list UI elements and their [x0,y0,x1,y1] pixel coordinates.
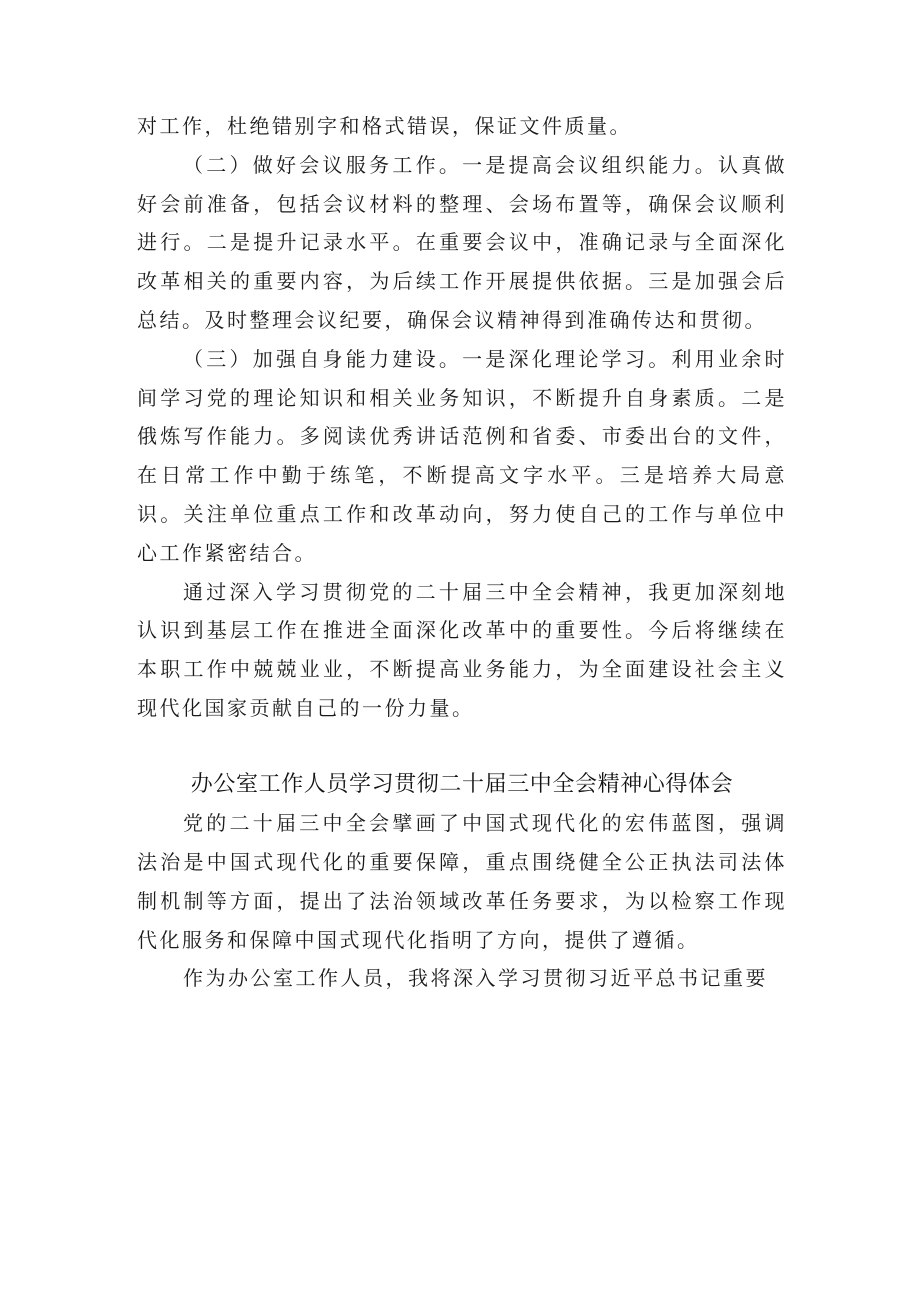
paragraph-office-staff: 作为办公室工作人员，我将深入学习贯彻习近平总书记重要 [183,966,768,991]
paragraph-continuation: 对工作，杜绝错别字和格式错误，保证文件质量。 [137,114,632,138]
paragraph-meeting-service: （二）做好会议服务工作。一是提高会议组织能力。认真做好会前准备，包括会议材料的整理、会场布置等，确保会议顺利进行。二是提升记录水平。在重要会议中，准确记录与全面深化改革相关的重要内容，为后续工作开展提供依据。三是加强会后总结。及时整理会议纪要，确保会议精神得到准确传达和贯彻。 [137,152,787,332]
paragraph-self-capacity: （三）加强自身能力建设。一是深化理论学习。利用业余时间学习党的理论知识和相关业务知识，不断提升自身素质。二是俄炼写作能力。多阅读优秀讲话范例和省委、市委出台的文件，在日常工作中勤于练笔，不断提高文字水平。三是培养大局意识。关注单位重点工作和改革动向，努力使自己的工作与单位中心工作紧密结合。 [137,346,787,565]
paragraph-conclusion: 通过深入学习贯彻党的二十届三中全会精神，我更加深刻地认识到基层工作在推进全面深化改革中的重要性。今后将继续在本职工作中兢兢业业，不断提高业务能力，为全面建设社会主义现代化国家贡献自己的一份力量。 [137,579,787,720]
section-spacer [137,728,787,766]
article-title: 办公室工作人员学习贯彻二十届三中全会精神心得体会 [190,771,734,797]
paragraph-intro: 党的二十届三中全会擘画了中国式现代化的宏伟蓝图，强调法治是中国式现代化的重要保障，重点围绕健全公正执法司法体制机制等方面，提出了法治领域改革任务要求，为以检察工作现代化服务和保障中国式现代化指明了方向，提供了遵循。 [137,811,787,952]
document-body [137,107,787,998]
